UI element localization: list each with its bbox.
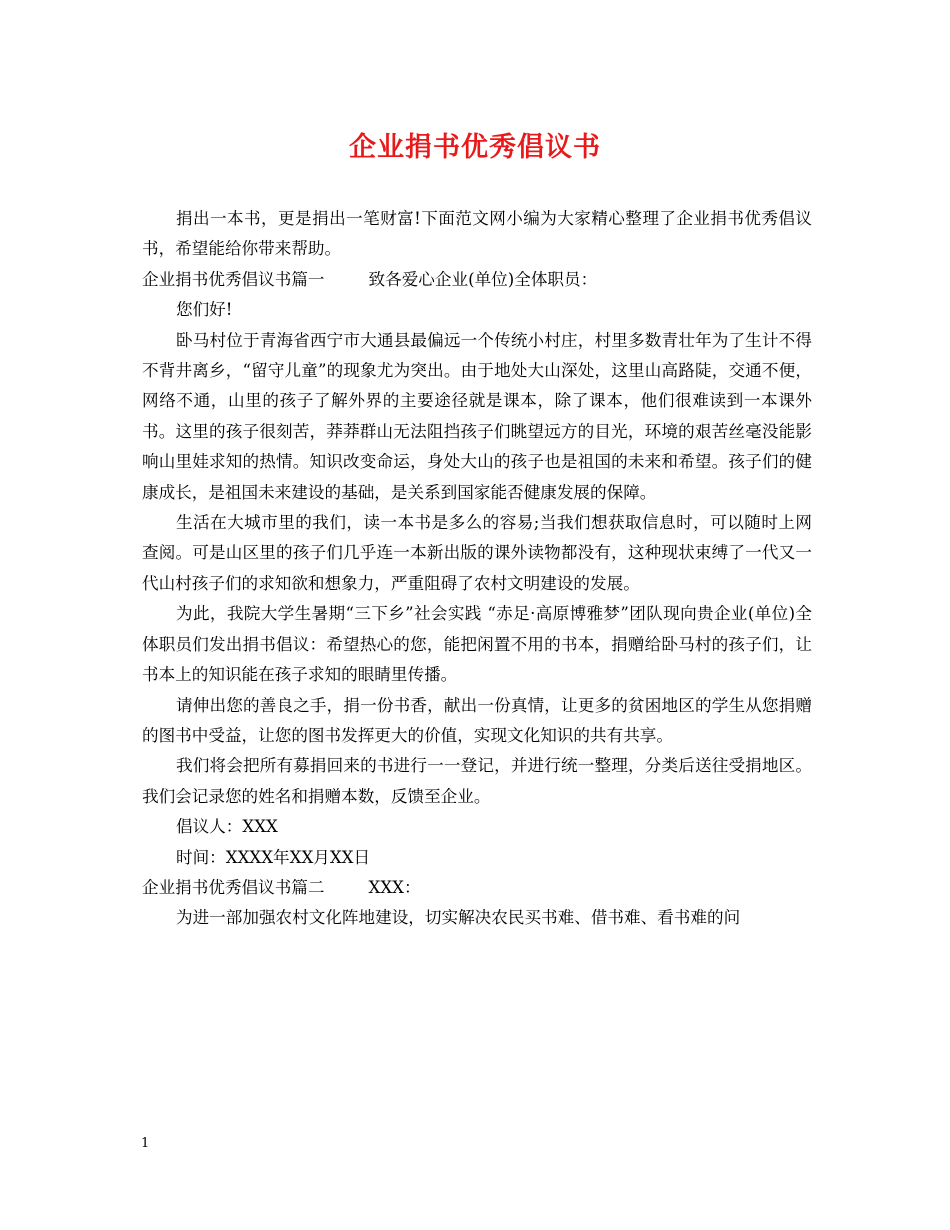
proposer-line: 倡议人：XXX [176,817,278,837]
document-title: 企业捐书优秀倡议书 [349,132,601,163]
date-line: 时间：XXXX年XX月XX日 [176,847,371,867]
section-heading-1 [142,265,812,295]
section-heading-2 [142,873,812,903]
heading-1-text: 企业捐书优秀倡议书篇一 [142,269,325,289]
document-body [142,204,812,934]
salutation-2: XXX： [368,877,421,897]
paragraph-5: 我们将会把所有募捐回来的书进行一一登记，并进行统一整理，分类后送往受捐地区。我们会记录您的姓名和捐赠本数，反馈至企业。 [142,756,812,806]
paragraph-3: 为此，我院大学生暑期“三下乡”社会实践 “赤足·高原博雅梦”团队现向贵企业(单位)全体职员们发出捐书倡议：希望热心的您，能把闲置不用的书本，捐赠给卧马村的孩子们，让书本上的知识能在孩子求知的眼睛里传播。 [142,604,812,685]
greeting: 您们好! [176,300,233,320]
heading-2-text: 企业捐书优秀倡议书篇二 [142,877,325,897]
page-number: 1 [141,1136,150,1151]
intro-paragraph: 捐出一本书，更是捐出一笔财富!下面范文网小编为大家精心整理了企业捐书优秀倡议书，希望能给你带来帮助。 [142,209,812,259]
paragraph-2: 生活在大城市里的我们，读一本书是多么的容易;当我们想获取信息时，可以随时上网查阅。可是山区里的孩子们几乎连一本新出版的课外读物都没有，这种现状束缚了一代又一代山村孩子们的求知欲和想象力，严重阻碍了农村文明建设的发展。 [142,513,812,593]
salutation-1: 致各爱心企业(单位)全体职员： [368,269,598,289]
paragraph-1: 卧马村位于青海省西宁市大通县最偏远一个传统小村庄，村里多数青壮年为了生计不得不背井离乡，“留守儿童”的现象尤为突出。由于地处大山深处，这里山高路陡，交通不便，网络不通，山里的孩子了解外界的主要途径就是课本，除了课本，他们很难读到一本课外书。这里的孩子很刻苦，莽莽群山无法阻挡孩子们眺望远方的目光，环境的艰苦丝毫没能影响山里娃求知的热情。知识改变命运，身处大山的孩子也是祖国的未来和希望。孩子们的健康成长，是祖国未来建设的基础，是关系到国家能否健康发展的保障。 [142,330,812,502]
paragraph-6: 为进一部加强农村文化阵地建设，切实解决农民买书难、借书难、看书难的问 [176,908,741,928]
paragraph-4: 请伸出您的善良之手，捐一份书香，献出一份真情，让更多的贫困地区的学生从您捐赠的图书中受益，让您的图书发挥更大的价值，实现文化知识的共有共享。 [142,695,812,745]
